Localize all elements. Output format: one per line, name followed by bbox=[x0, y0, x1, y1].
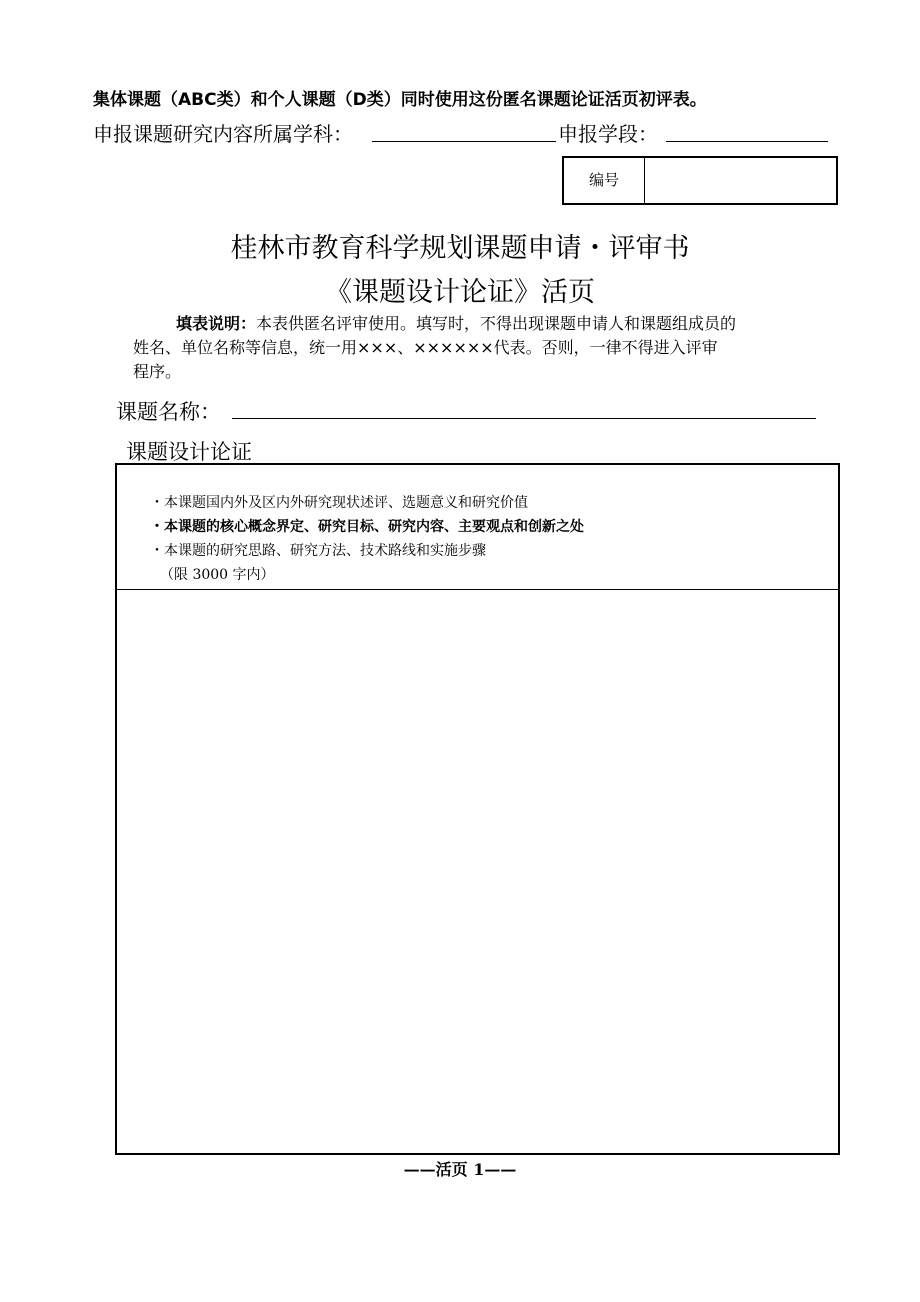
prompt-item-1: ・本课题国内外及区内外研究现状述评、选题意义和研究价值 bbox=[150, 495, 528, 511]
prompt-item-3: ・本课题的研究思路、研究方法、技术路线和实施步骤 bbox=[150, 543, 486, 559]
subject-field[interactable] bbox=[372, 141, 556, 142]
prompt-item-2: ・本课题的核心概念界定、研究目标、研究内容、主要观点和创新之处 bbox=[150, 519, 584, 535]
prompt-area bbox=[117, 465, 838, 590]
stage-field[interactable] bbox=[666, 141, 828, 142]
instructions-line-1: 本表供匿名评审使用。填写时，不得出现课题申请人和课题组成员的 bbox=[256, 314, 737, 333]
number-box bbox=[562, 156, 838, 205]
subject-label: 申报课题研究内容所属学科： bbox=[93, 122, 353, 146]
stage-label: 申报学段： bbox=[558, 122, 658, 146]
instructions bbox=[133, 312, 803, 384]
instructions-line-3: 程序。 bbox=[133, 362, 182, 381]
design-argument-box bbox=[115, 463, 840, 1155]
number-label: 编号 bbox=[564, 158, 645, 203]
top-note: 集体课题（ABC类）和个人课题（D类）同时使用这份匿名课题论证活页初评表。 bbox=[93, 90, 707, 110]
design-section-label: 课题设计论证 bbox=[126, 440, 252, 464]
writing-area[interactable] bbox=[117, 590, 838, 1153]
document-title: 桂林市教育科学规划课题申请・评审书 bbox=[230, 233, 690, 264]
document-subtitle: 《课题设计论证》活页 bbox=[325, 277, 595, 308]
topic-name-field[interactable] bbox=[232, 418, 816, 419]
instructions-lead: 填表说明： bbox=[176, 314, 257, 333]
word-limit-note: （限 3000 字内） bbox=[160, 567, 275, 583]
page-footer: ——活页 1—— bbox=[403, 1160, 517, 1179]
topic-name-label: 课题名称： bbox=[116, 400, 221, 424]
instructions-line-2: 姓名、单位名称等信息，统一用×××、××××××代表。否则，一律不得进入评审 bbox=[133, 338, 718, 357]
